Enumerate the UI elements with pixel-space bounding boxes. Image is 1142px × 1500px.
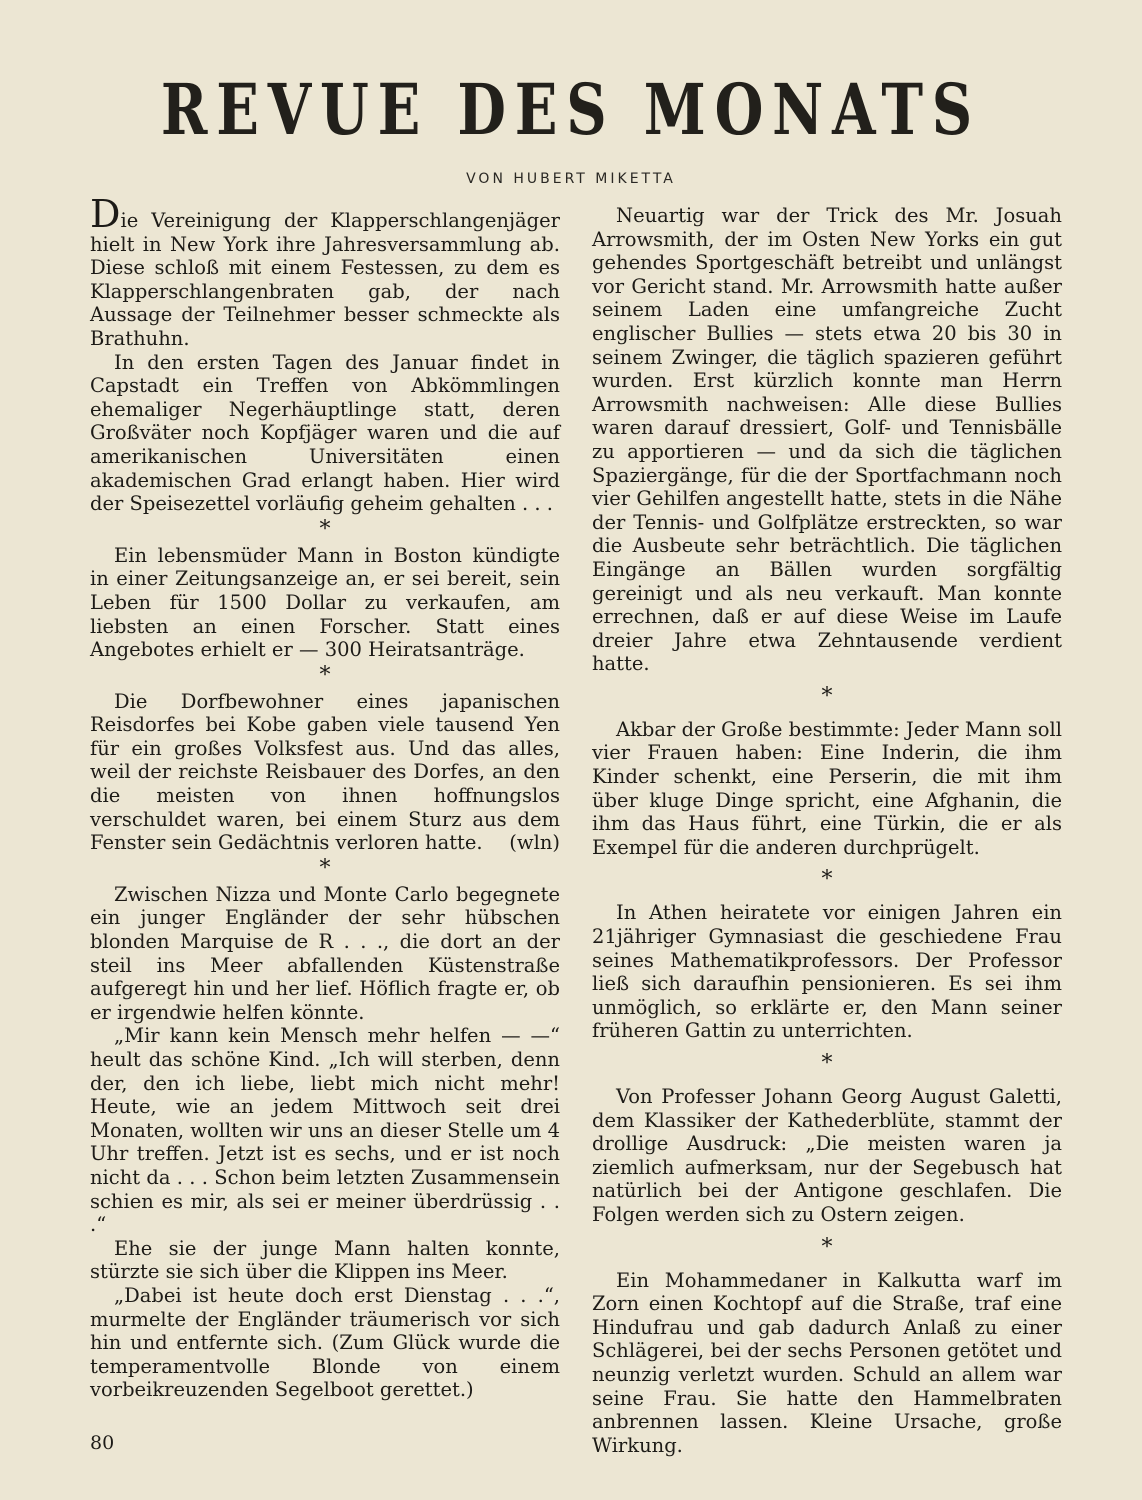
paragraph-text: Die Dorfbewohner eines japanischen Reisdorfes bei Kobe gaben viele tausend Yen für ein großes Volksfest aus. Und das alles, weil der reichste Reisbauer des Dorfes, an den die meisten von ihnen hoffnungslos verschuldet waren, bei einem Sturz aus dem Fenster sein Gedächtnis verloren hatte. [90,689,560,855]
paragraph: Ehe sie der junge Mann halten konnte, stürzte sie sich über die Klippen ins Meer. [90,1236,560,1284]
left-column [90,192,560,1402]
asterisk-separator: * [319,855,331,881]
author-signature: (wln) [509,831,560,855]
asterisk-separator: * [821,867,833,893]
asterisk-separator: * [319,662,331,688]
paragraph: Akbar der Große bestimmte: Jeder Mann soll vier Frauen haben: Eine Inderin, die ihm Kinder schenkt, eine Perserin, die mit ihm über kluge Dinge spricht, eine Afghanin, die ihm das Haus führt, eine Türkin, die er als Exempel für die anderen durchprügelt. [592,717,1062,859]
paragraph: In Athen heiratete vor einigen Jahren ein 21jähriger Gymnasiast die geschiedene Frau seines Mathematikprofessors. Der Professor ließ sich daraufhin pensionieren. Es sei ihm unmöglich, so erklärte er, den Mann seiner früheren Gattin zu unterrichten. [592,901,1062,1043]
asterisk-separator: * [821,1051,833,1076]
paragraph: Ein lebensmüder Mann in Boston kündigte in einer Zeitungsanzeige an, er sei bereit, sein Leben für 1500 Dollar zu verkaufen, am liebsten an einen Forscher. Statt eines Angebotes erhielt er — 300 Heiratsanträge. [90,543,560,662]
paragraph [90,690,560,855]
page-number: 80 [90,1432,115,1454]
asterisk-separator: * [319,516,331,542]
paragraph [90,192,560,351]
paragraph: Zwischen Nizza und Monte Carlo begegnete ein junger Engländer der sehr hübschen blonden Marquise de R . . ., die dort an der steil ins Meer abfallenden Küstenstraße aufgeregt hin und her lief. Höflich fragte er, ob er irgendwie helfen könnte. [90,882,560,1024]
paragraph: „Mir kann kein Mensch mehr helfen — —“ heult das schöne Kind. „Ich will sterben, denn der, den ich liebe, liebt mich nicht mehr! Heute, wie an jedem Mittwoch seit drei Monaten, wollten wir uns an dieser Stelle um 4 Uhr treffen. Jetzt ist es sechs, und er ist noch nicht da . . . Schon beim letzten Zusammensein schien es mir, als sei er meiner überdrüssig . . .“ [90,1024,560,1237]
paragraph: Ein Mohammedaner in Kalkutta warf im Zorn einen Kochtopf auf die Straße, traf eine Hindufrau und gab dadurch Anlaß zu einer Schlägerei, bei der sechs Personen getötet und neunzig verletzt wurden. Schuld an allem war seine Frau. Sie hatte den Hammelbraten anbrennen lassen. Kleine Ursache, große Wirkung. [592,1268,1062,1457]
drop-cap: D [90,192,121,236]
right-column [592,204,1062,1457]
asterisk-separator: * [821,683,833,709]
paragraph: In den ersten Tagen des Januar findet in Capstadt ein Treffen von Abkömmlingen ehemaliger Negerhäuptlinge statt, deren Großväter noch Kopfjäger waren und die auf amerikanischen Universitäten einen akademischen Grad erlangt haben. Hier wird der Speisezettel vorläufig geheim gehalten . . . [90,350,560,516]
paragraph: „Dabei ist heute doch erst Dienstag . . .“, murmelte der Engländer träumerisch vor sich hin und entfernte sich. (Zum Glück wurde die temperamentvolle Blonde von einem vorbeikreuzenden Segelboot gerettet.) [90,1283,560,1402]
paragraph: Neuartig war der Trick des Mr. Josuah Arrowsmith, der im Osten New Yorks ein gut gehendes Sportgeschäft betreibt und unlängst vor Gericht stand. Mr. Arrowsmith hatte außer seinem Laden eine umfangreiche Zucht englischer Bullies — stets etwa 20 bis 30 in seinem Zwinger, die täglich spazieren geführt wurden. Erst kürzlich konnte man Herrn Arrowsmith nachweisen: Alle diese Bullies waren darauf dressiert, Golf- und Tennisbälle zu apportieren — und da sich die täglichen Spaziergänge, für die der Sportfachmann noch vier Gehilfen angestellt hatte, stets in die Nähe der Tennis- und Golfplätze erstreckten, so war die Ausbeute sehr beträchtlich. Die täglichen Eingänge an Bällen wurden sorgfältig gereinigt und als neu verkauft. Man konnte errechnen, daß er auf diese Weise im Laufe dreier Jahre etwa Zehntausende verdient hatte. [592,204,1062,676]
author-byline: VON HUBERT MIKETTA [466,171,676,187]
paragraph: Von Professer Johann Georg August Galetti, dem Klassiker der Kathederblüte, stammt der drollige Ausdruck: „Die meisten waren ja ziemlich aufmerksam, nur der Segebusch hat natürlich bei der Antigone geschlafen. Die Folgen werden sich zu Ostern zeigen. [592,1085,1062,1226]
paragraph-text: ie Vereinigung der Klapperschlangenjäger hielt in New York ihre Jahresversammlung ab. Diese schloß mit einem Festessen, zu dem es Klapperschlangenbraten gab, der nach Aussage der Teilnehmer besser schmeckte als Brathuhn. [90,209,560,350]
page-title: REVUE DES MONATS [160,68,982,151]
asterisk-separator: * [821,1234,833,1260]
